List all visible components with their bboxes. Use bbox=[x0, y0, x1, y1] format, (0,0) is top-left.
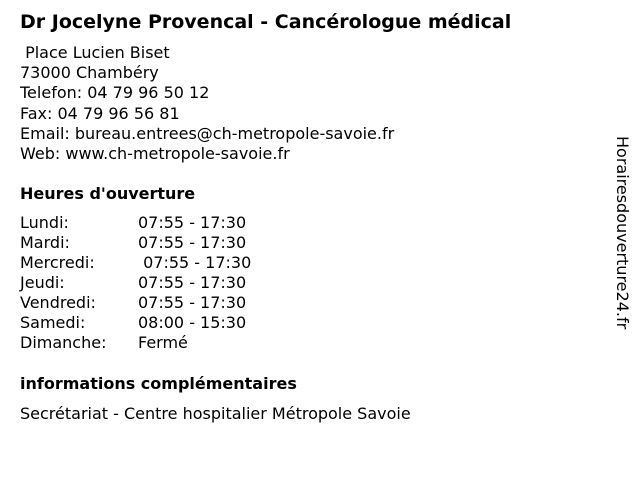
day-label: Vendredi: bbox=[20, 293, 96, 312]
day-hours: 07:55 - 17:30 bbox=[138, 253, 252, 272]
day-label: Samedi: bbox=[20, 313, 86, 332]
day-label: Dimanche: bbox=[20, 333, 107, 352]
email-address: Email: bureau.entrees@ch-metropole-savoie.fr bbox=[20, 123, 395, 143]
day-hours: 07:55 - 17:30 bbox=[138, 213, 247, 232]
hours-row-friday bbox=[20, 293, 251, 313]
day-hours: 07:55 - 17:30 bbox=[138, 273, 247, 292]
site-watermark: Horairesdouverture24.fr bbox=[613, 136, 632, 330]
opening-hours-heading: Heures d'ouverture bbox=[20, 184, 196, 203]
additional-info-text: Secrétariat - Centre hospitalier Métropole Savoie bbox=[20, 404, 411, 423]
address-city: 73000 Chambéry bbox=[20, 63, 159, 83]
fax-number: Fax: 04 79 96 56 81 bbox=[20, 103, 180, 123]
opening-hours-table bbox=[20, 213, 251, 353]
day-hours: 07:55 - 17:30 bbox=[138, 293, 247, 312]
contact-details bbox=[20, 43, 394, 164]
hours-row-monday bbox=[20, 213, 251, 233]
hours-row-tuesday bbox=[20, 233, 251, 253]
day-hours: Fermé bbox=[138, 333, 188, 352]
hours-row-wednesday bbox=[20, 253, 251, 273]
page-title: Dr Jocelyne Provencal - Cancérologue médical bbox=[20, 11, 512, 33]
day-hours: 07:55 - 17:30 bbox=[138, 233, 247, 252]
hours-row-sunday bbox=[20, 333, 251, 353]
day-label: Mardi: bbox=[20, 233, 70, 252]
address-street: Place Lucien Biset bbox=[20, 43, 170, 62]
day-label: Jeudi: bbox=[20, 273, 65, 292]
website-address: Web: www.ch-metropole-savoie.fr bbox=[20, 144, 290, 164]
phone-number: Telefon: 04 79 96 50 12 bbox=[20, 83, 210, 103]
hours-row-thursday bbox=[20, 273, 251, 293]
day-label: Mercredi: bbox=[20, 253, 95, 272]
day-hours: 08:00 - 15:30 bbox=[138, 313, 247, 332]
hours-row-saturday bbox=[20, 313, 251, 333]
day-label: Lundi: bbox=[20, 213, 69, 232]
additional-info-heading: informations complémentaires bbox=[20, 374, 297, 393]
